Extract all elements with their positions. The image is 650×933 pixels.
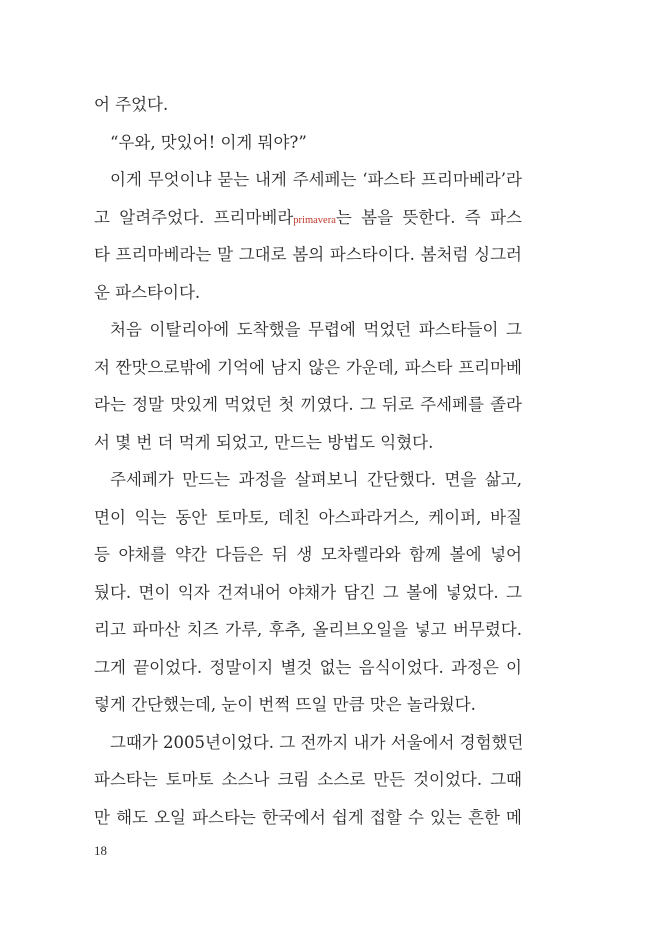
text-line: 그게 끝이었다. 정말이지 별것 없는 음식이었다. 과정은 이 [94,657,522,677]
text-segment: 고 알려주었다. 프리마베라 [94,207,294,227]
text-line: 뒀다. 면이 익자 건져내어 야채가 담긴 그 볼에 넣었다. 그 [94,582,522,602]
text-line: 운 파스타이다. [94,282,201,302]
text-line: 주세페가 만드는 과정을 살펴보니 간단했다. 면을 삶고, [110,470,522,489]
text-line: 라는 정말 맛있게 먹었던 첫 끼였다. 그 뒤로 주세페를 졸라 [94,395,522,414]
text-line: 만 해도 오일 파스타는 한국에서 쉽게 접할 수 있는 흔한 메 [94,807,522,827]
body-text [94,86,522,836]
text-line-with-gloss [94,199,522,237]
text-line: 그때가 2005년이었다. 그 전까지 내가 서울에서 경험했던 [110,732,524,752]
gloss-word: primavera [293,214,336,226]
text-line: 렇게 간단했는데, 눈이 번쩍 뜨일 만큼 맛은 놀라웠다. [94,695,476,714]
text-line: 서 몇 번 더 먹게 되었고, 만드는 방법도 익혔다. [94,432,434,452]
text-line: 처음 이탈리아에 도착했을 무렵에 먹었던 파스타들이 그 [110,320,522,339]
text-line: 저 짠맛으로밖에 기억에 남지 않은 가운데, 파스타 프리마베 [94,357,522,377]
text-line: 등 야채를 약간 다듬은 뒤 생 모차렐라와 함께 볼에 넣어 [94,545,522,564]
text-line: 이게 무엇이냐 묻는 내게 주세페는 ‘파스타 프리마베라’라 [110,170,522,189]
text-segment: 는 봄을 뜻한다. 즉 파스 [335,207,522,227]
text-line: 타 프리마베라는 말 그대로 봄의 파스타이다. 봄처럼 싱그러 [94,245,522,264]
text-line: 파스타는 토마토 소스나 크림 소스로 만든 것이었다. 그때 [94,770,522,789]
text-line: 어 주었다. [94,95,169,114]
text-line: 면이 익는 동안 토마토, 데친 아스파라거스, 케이퍼, 바질 [94,507,522,527]
page-number: 18 [94,843,107,858]
text-line: 리고 파마산 치즈 가루, 후추, 올리브오일을 넣고 버무렸다. [94,620,522,639]
text-line: “우와, 맛있어! 이게 뭐야?” [110,132,307,152]
